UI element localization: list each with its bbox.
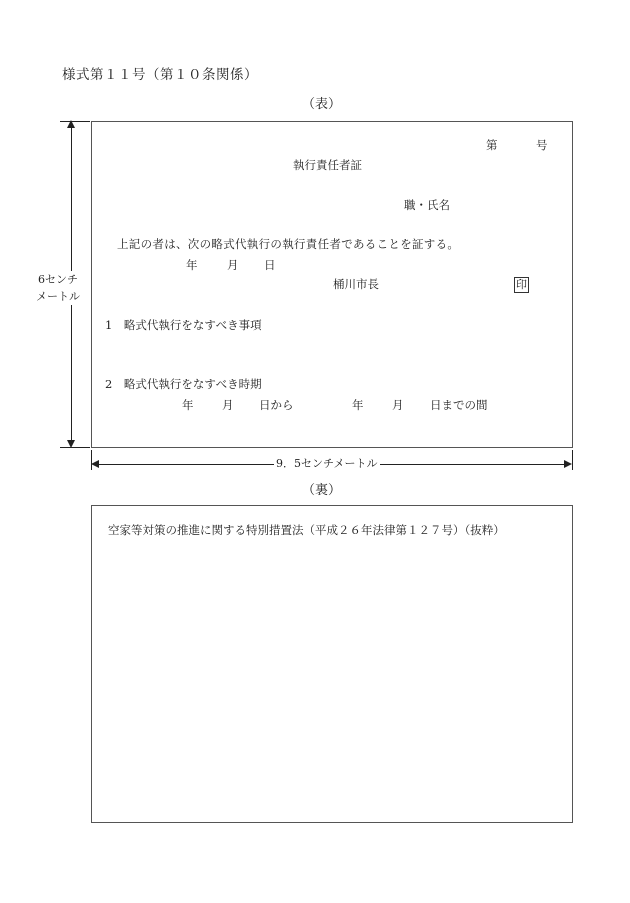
period-from-day: 日から bbox=[259, 398, 294, 412]
certification-text: 上記の者は、次の略式代執行の執行責任者であることを証する。 bbox=[117, 237, 460, 251]
height-dimension-line2: メートル bbox=[36, 290, 80, 304]
law-title: 空家等対策の推進に関する特別措置法（平成２６年法律第１２７号）（抜粋） bbox=[108, 523, 505, 537]
issue-date-day: 日 bbox=[264, 258, 276, 272]
back-card bbox=[91, 505, 573, 823]
period-to-day: 日までの間 bbox=[430, 398, 488, 412]
back-side-label: （裏） bbox=[302, 483, 342, 498]
arrow-right-icon bbox=[564, 460, 572, 468]
front-side-label: （表） bbox=[302, 97, 342, 112]
form-title: 様式第１１号（第１０条関係） bbox=[62, 67, 258, 83]
arrow-down-icon bbox=[67, 440, 75, 448]
number-dai: 第 bbox=[486, 138, 498, 152]
issue-date-year: 年 bbox=[186, 258, 198, 272]
width-dimension-right-tick bbox=[572, 450, 573, 470]
height-dimension-top-tick bbox=[60, 121, 90, 122]
period-to-year: 年 bbox=[352, 398, 364, 412]
position-name-label: 職・氏名 bbox=[404, 198, 450, 212]
item-2: 2 略式代執行をなすべき時期 bbox=[105, 377, 262, 391]
issue-date-month: 月 bbox=[227, 258, 239, 272]
period-from-month: 月 bbox=[222, 398, 234, 412]
height-dimension-line1: 6センチ bbox=[38, 273, 78, 286]
height-dimension-label bbox=[36, 271, 80, 305]
period-from-year: 年 bbox=[182, 398, 194, 412]
number-go: 号 bbox=[536, 138, 548, 152]
period-to-month: 月 bbox=[392, 398, 404, 412]
width-dimension-label: 9．5センチメートル bbox=[276, 457, 378, 470]
seal-mark: 印 bbox=[514, 277, 529, 293]
arrow-left-icon bbox=[91, 460, 99, 468]
item-1: 1 略式代執行をなすべき事項 bbox=[105, 318, 262, 332]
arrow-up-icon bbox=[67, 120, 75, 128]
height-dimension-bottom-tick bbox=[60, 447, 90, 448]
mayor-title: 桶川市長 bbox=[333, 277, 379, 291]
card-heading: 執行責任者証 bbox=[293, 158, 362, 172]
